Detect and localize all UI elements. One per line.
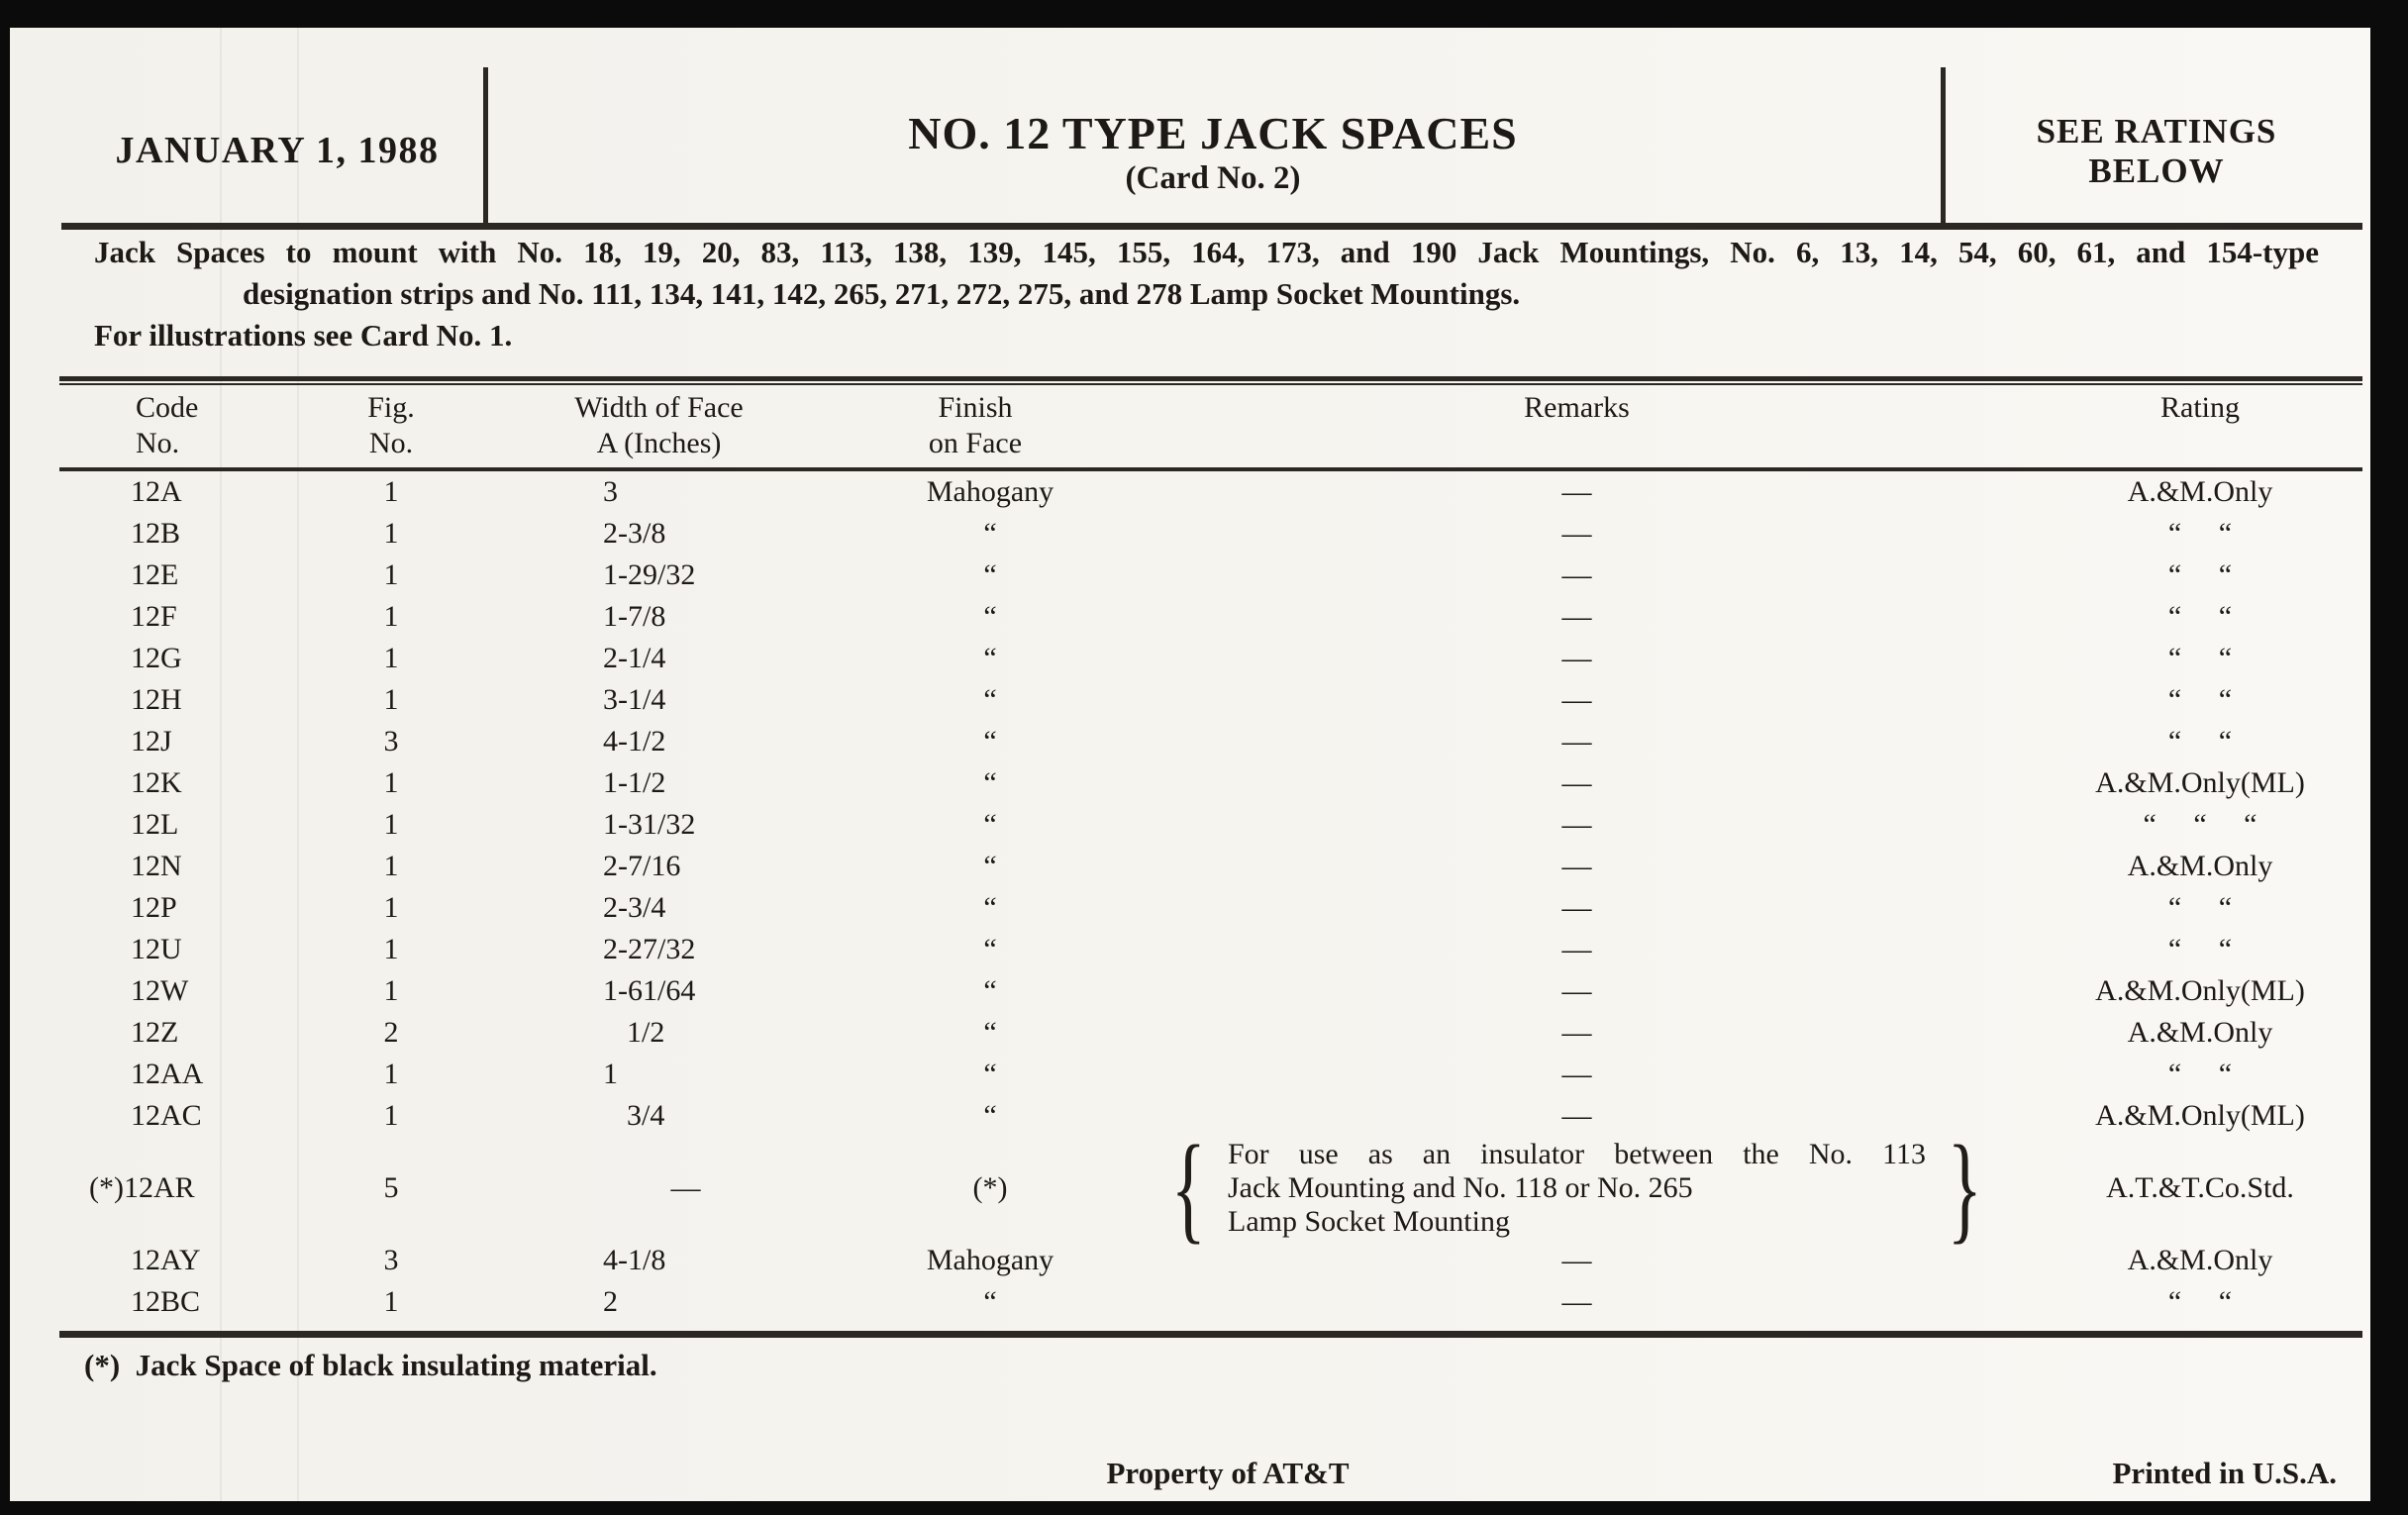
table-row — [10, 804, 2370, 846]
cell-code: 12H — [131, 683, 182, 716]
cell-rating: “ “ — [2167, 600, 2233, 633]
cell-fig: 1 — [383, 1058, 399, 1090]
table-row — [10, 887, 2370, 929]
cell-code: 12AY — [131, 1244, 201, 1276]
cell-fig: 1 — [383, 850, 399, 882]
cell-width: 1/2 — [627, 1016, 665, 1049]
cell-code: 12A — [131, 475, 182, 508]
cell-rating: “ “ — [2167, 933, 2233, 965]
table-row — [10, 762, 2370, 804]
cell-remarks: — — [1561, 891, 1592, 924]
intro-line-3: For illustrations see Card No. 1. — [94, 318, 513, 353]
cell-rating: A.&M.Only — [2127, 1016, 2273, 1049]
cell-rating: “ “ — [2167, 1058, 2233, 1090]
cell-fig: 3 — [383, 1244, 399, 1276]
cell-finish: Mahogany — [926, 475, 1054, 508]
table-row — [10, 1121, 2370, 1255]
cell-finish: “ — [983, 1099, 997, 1132]
cell-code: 12L — [131, 808, 179, 841]
cell-fig: 1 — [383, 517, 399, 550]
cell-finish: “ — [983, 1058, 997, 1090]
cell-finish: (*) — [972, 1171, 1008, 1204]
table-row — [10, 846, 2370, 887]
cell-fig: 1 — [383, 683, 399, 716]
cell-code: 12N — [131, 850, 182, 882]
remarks-text — [1228, 1138, 1926, 1239]
table-row — [10, 513, 2370, 555]
table-row — [10, 679, 2370, 721]
cell-remarks: — — [1561, 766, 1592, 799]
cell-width: 4-1/8 — [603, 1244, 666, 1276]
col-header-line: No. — [136, 427, 180, 459]
ratings-note — [1943, 112, 2370, 191]
cell-rating: “ “ — [2167, 725, 2233, 758]
col-header-line: Rating — [2160, 391, 2240, 424]
table-row — [10, 970, 2370, 1012]
cell-remarks: — — [1561, 1099, 1592, 1132]
table-row — [10, 555, 2370, 596]
cell-rating: A.&M.Only — [2127, 1244, 2273, 1276]
cell-finish: “ — [983, 850, 997, 882]
cell-remarks: — — [1561, 725, 1592, 758]
cell-code: 12G — [131, 642, 182, 674]
issue-date: JANUARY 1, 1988 — [115, 130, 440, 171]
cell-finish: “ — [983, 683, 997, 716]
table-top-rule — [59, 376, 2362, 385]
cell-code: 12BC — [131, 1285, 201, 1318]
cell-width: 1 — [603, 1058, 618, 1090]
cell-remarks: — — [1561, 642, 1592, 674]
col-header-finish — [856, 390, 1124, 461]
cell-rating: A.&M.Only — [2127, 850, 2273, 882]
cell-fig: 5 — [383, 1171, 399, 1204]
cell-width: 2-3/4 — [603, 891, 666, 924]
cell-code: 12E — [131, 558, 179, 591]
cell-finish: “ — [983, 642, 997, 674]
table-row — [10, 1012, 2370, 1054]
col-header-line: Code — [136, 391, 199, 424]
cell-rating: A.&M.Only(ML) — [2095, 974, 2305, 1007]
cell-width: 1-1/2 — [603, 766, 666, 799]
cell-fig: 2 — [383, 1016, 399, 1049]
cell-rating: A.&M.Only(ML) — [2095, 1099, 2305, 1132]
cell-width: 1-61/64 — [603, 974, 696, 1007]
header-divider-left — [483, 67, 488, 224]
cell-width: 3-1/4 — [603, 683, 666, 716]
cell-fig: 1 — [383, 1099, 399, 1132]
col-header-line: Remarks — [1524, 391, 1630, 424]
cell-finish: “ — [983, 974, 997, 1007]
cell-rating: “ “ — [2167, 517, 2233, 550]
cell-remarks — [1124, 1121, 2030, 1255]
table-row — [10, 638, 2370, 679]
cell-remarks: — — [1561, 850, 1592, 882]
right-brace: } — [1947, 1121, 1982, 1255]
cell-width: 2-27/32 — [603, 933, 696, 965]
cell-code: 12AC — [131, 1099, 202, 1132]
cell-remarks: — — [1561, 558, 1592, 591]
cell-rating: “ “ “ — [2143, 808, 2258, 841]
cell-fig: 1 — [383, 558, 399, 591]
col-header-code — [10, 390, 267, 461]
cell-remarks: — — [1561, 600, 1592, 633]
table-header — [10, 390, 2370, 461]
cell-width: 1-31/32 — [603, 808, 696, 841]
page-title: NO. 12 TYPE JACK SPACES — [908, 108, 1518, 158]
cell-width: 2-7/16 — [603, 850, 681, 882]
table-row — [10, 929, 2370, 970]
cell-fig: 1 — [383, 933, 399, 965]
cell-fig: 1 — [383, 808, 399, 841]
cell-fig: 1 — [383, 891, 399, 924]
cell-code: 12F — [131, 600, 177, 633]
cell-finish: “ — [983, 891, 997, 924]
remarks-line: Jack Mounting and No. 118 or No. 265 — [1228, 1171, 1693, 1204]
cell-width: 4-1/2 — [603, 725, 666, 758]
col-header-line: A (Inches) — [596, 427, 722, 459]
cell-code: 12P — [131, 891, 177, 924]
table-row — [10, 1281, 2370, 1323]
footer-printed: Printed in U.S.A. — [2112, 1456, 2337, 1490]
cell-remarks: — — [1561, 517, 1592, 550]
ratings-note-line: BELOW — [2088, 152, 2225, 190]
cell-finish: “ — [983, 558, 997, 591]
col-header-fig — [267, 390, 515, 461]
cell-width: — — [670, 1171, 701, 1204]
table-row — [10, 471, 2370, 513]
footnote: (*) Jack Space of black insulating material. — [84, 1348, 657, 1382]
cell-fig: 1 — [383, 642, 399, 674]
cell-rating: A.&M.Only(ML) — [2095, 766, 2305, 799]
cell-rating: A.T.&T.Co.Std. — [2106, 1171, 2294, 1204]
col-header-line: Finish — [938, 391, 1013, 424]
cell-finish: “ — [983, 1016, 997, 1049]
remarks-line: Lamp Socket Mounting — [1228, 1205, 1510, 1238]
cell-code: 12AA — [131, 1058, 204, 1090]
cell-remarks: — — [1561, 683, 1592, 716]
col-header-line: on Face — [928, 427, 1023, 459]
table-row — [10, 1054, 2370, 1095]
cell-rating: A.&M.Only — [2127, 475, 2273, 508]
cell-remarks: — — [1561, 974, 1592, 1007]
cell-finish: “ — [983, 517, 997, 550]
table-row — [10, 596, 2370, 638]
cell-width: 1-29/32 — [603, 558, 696, 591]
cell-remarks: — — [1561, 808, 1592, 841]
intro-line-2: designation strips and No. 111, 134, 141, 142, 265, 271, 272, 275, and 278 Lamp Socket Mountings. — [243, 276, 1521, 311]
cell-fig: 1 — [383, 600, 399, 633]
cell-remarks: — — [1561, 933, 1592, 965]
cell-fig: 3 — [383, 725, 399, 758]
table-rows — [10, 471, 2370, 1323]
cell-width: 1-7/8 — [603, 600, 666, 633]
cell-width: 2-3/8 — [603, 517, 666, 550]
title-block — [495, 109, 1931, 196]
cell-finish: Mahogany — [926, 1244, 1054, 1276]
table-row — [10, 721, 2370, 762]
col-header-remarks — [1124, 390, 2030, 461]
cell-finish: “ — [983, 725, 997, 758]
cell-code: (*)12AR — [89, 1171, 195, 1204]
cell-rating: “ “ — [2167, 1285, 2233, 1318]
col-header-line: Fig. — [367, 391, 415, 424]
cell-code: 12K — [131, 766, 182, 799]
cell-finish: “ — [983, 1285, 997, 1318]
footer-property: Property of AT&T — [1106, 1456, 1350, 1490]
remarks-brace-group — [1124, 1121, 2030, 1255]
header-rule — [61, 223, 2362, 230]
cell-finish: “ — [983, 808, 997, 841]
cell-remarks: — — [1561, 475, 1592, 508]
cell-width: 2 — [603, 1285, 618, 1318]
cell-code: 12B — [131, 517, 181, 550]
cell-code: 12U — [131, 933, 182, 965]
cell-finish: “ — [983, 933, 997, 965]
cell-remarks: — — [1561, 1016, 1592, 1049]
remarks-line: For use as an insulator between the No. 113 — [1228, 1138, 1926, 1170]
cell-fig: 1 — [383, 1285, 399, 1318]
col-header-rating — [2030, 390, 2370, 461]
cell-rating: “ “ — [2167, 683, 2233, 716]
cell-fig: 1 — [383, 475, 399, 508]
page-subtitle: (Card No. 2) — [1125, 160, 1301, 196]
cell-remarks: — — [1561, 1058, 1592, 1090]
col-header-width — [515, 390, 856, 461]
cell-fig: 1 — [383, 766, 399, 799]
cell-fig: 1 — [383, 974, 399, 1007]
cell-width: 3 — [603, 475, 618, 508]
cell-code: 12J — [131, 725, 172, 758]
cell-rating: “ “ — [2167, 558, 2233, 591]
cell-remarks: — — [1561, 1285, 1592, 1318]
col-header-line: No. — [368, 427, 414, 459]
cell-code: 12W — [131, 974, 189, 1007]
left-brace: { — [1171, 1121, 1207, 1255]
ratings-note-line: SEE RATINGS — [2036, 112, 2277, 151]
cell-width: 3/4 — [627, 1099, 665, 1132]
table-bottom-rule — [59, 1331, 2362, 1338]
intro-line-1: Jack Spaces to mount with No. 18, 19, 20, 83, 113, 138, 139, 145, 155, 164, 173, and 190 Jack Mountings, No. 6, 13, 14, 54, 60, 61, and 154-type — [94, 235, 2319, 269]
col-header-line: Width of Face — [574, 391, 744, 424]
cell-rating: “ “ — [2167, 642, 2233, 674]
cell-code: 12Z — [131, 1016, 179, 1049]
cell-rating: “ “ — [2167, 891, 2233, 924]
cell-finish: “ — [983, 766, 997, 799]
cell-finish: “ — [983, 600, 997, 633]
cell-remarks: — — [1561, 1244, 1592, 1276]
cell-width: 2-1/4 — [603, 642, 666, 674]
document-card — [10, 28, 2370, 1501]
